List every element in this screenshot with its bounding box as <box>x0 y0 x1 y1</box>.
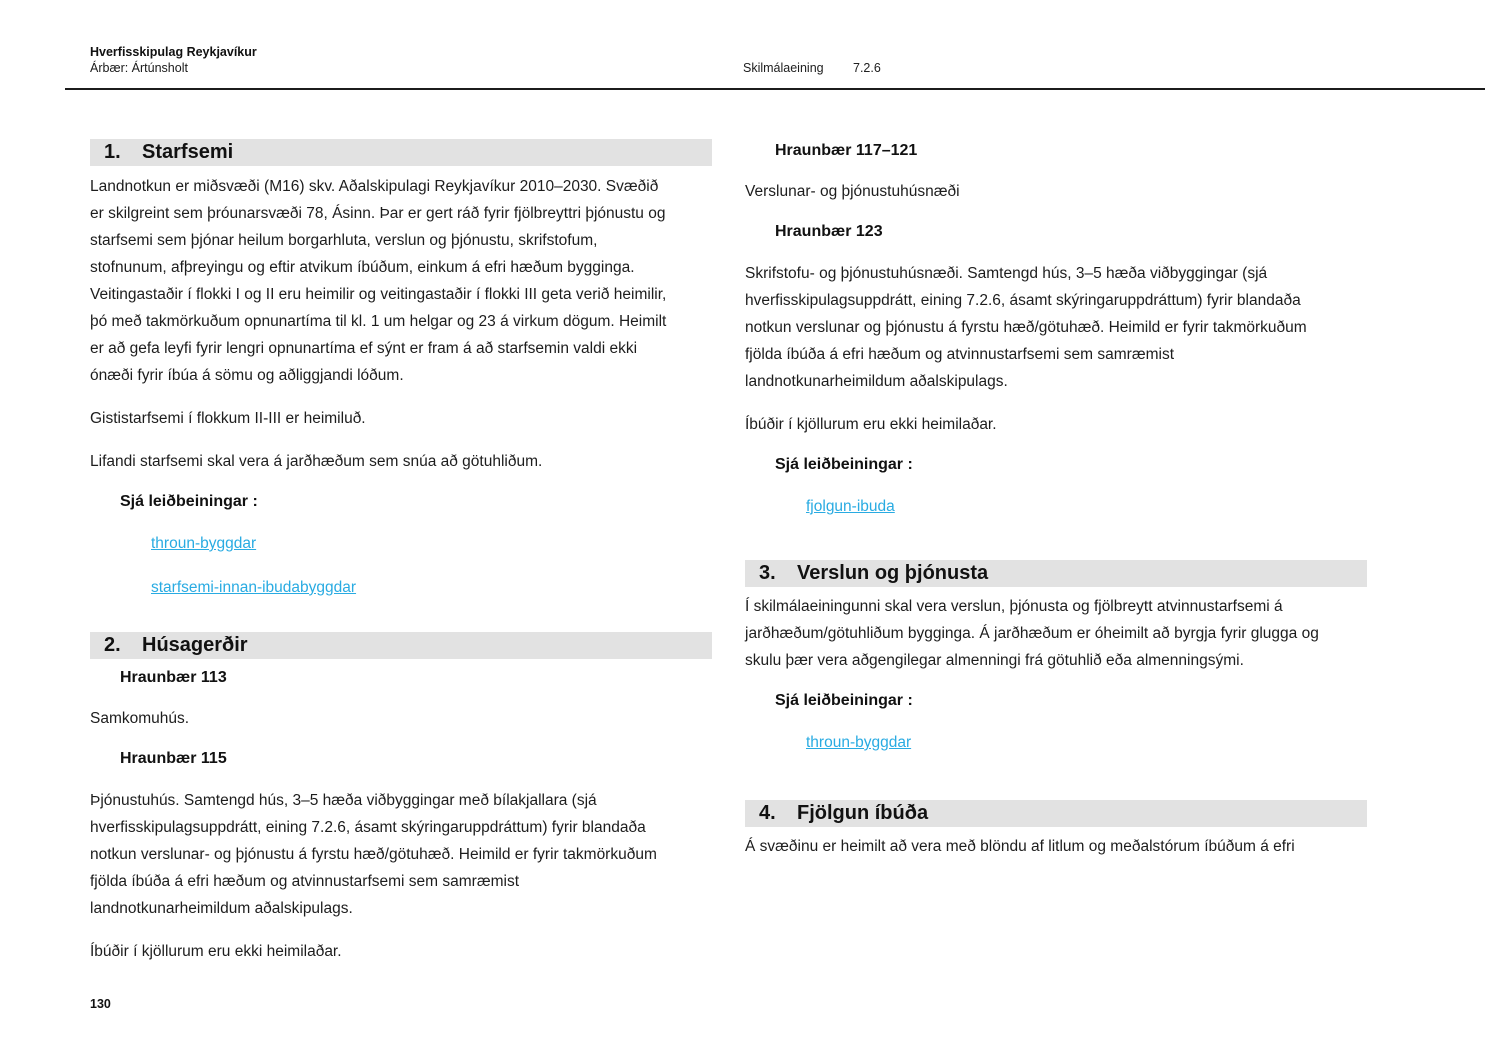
paragraph-gististarfsemi: Gististarfsemi í flokkum II-III er heimiluð. <box>90 410 366 427</box>
section-heading-husagerdir <box>90 632 712 659</box>
paragraph-verslunar-husnaedi: Verslunar- og þjónustuhúsnæði <box>745 183 960 200</box>
subheading-hraunbaer-115: Hraunbær 115 <box>120 750 227 767</box>
paragraph-ibudir-note: Íbúðir í kjöllurum eru ekki heimilaðar. <box>90 943 342 960</box>
header-divider <box>65 88 1485 90</box>
section-title: Starfsemi <box>142 141 234 163</box>
section-title: Fjölgun íbúða <box>797 802 929 824</box>
link-row <box>151 530 712 557</box>
paragraph-samkomuhus: Samkomuhús. <box>90 710 190 727</box>
right-column <box>745 139 1367 860</box>
guidelines-label: Sjá leiðbeiningar : <box>775 692 913 709</box>
paragraph-ibudir-note: Íbúðir í kjöllurum eru ekki heimilaðar. <box>745 416 997 433</box>
section-heading-starfsemi <box>90 139 712 166</box>
paragraph-landnotkun: Landnotkun er miðsvæði (M16) skv. Aðalskipulagi Reykjavíkur 2010–2030. Svæðið er skilgreint sem þróunarsvæði 78, Ásinn. Þar er gert ráð fyrir fjölbreyttri þjónustu og starfsemi sem þjónar heilum borgarhluta, verslun og þjónustu, skrifstofum, stofnunum, afþreyingu og eftir atvikum íbúðum, einkum á efri hæðum bygginga. Veitingastaðir í flokki I og II eru heimilir og veitingastaðir í flokki III geta verið heimilir, þó með takmörkuðum opnunartíma til kl. 1 um helgar og 23 á virkum dögum. Heimilt er að gefa leyfi fyrir lengri opnunartíma ef sýnt er fram á að starfsemin valdi ekki ónæði fyrir íbúa á sömu og aðliggjandi lóðum. <box>90 178 667 384</box>
section-number: 1. <box>104 141 121 163</box>
link-fjolgun-ibuda[interactable]: fjolgun-ibuda <box>806 498 895 515</box>
paragraph-skrifstofu-husnaedi: Skrifstofu- og þjónustuhúsnæði. Samtengd hús, 3–5 hæða viðbyggingar (sjá hverfisskipulagsuppdrátt, eining 7.2.6, ásamt skýringaruppdráttum) fyrir blandaða notkun verslunar og þjónustu á fyrstu hæð/götuhæð. Heimild er fyrir takmörkuðum fjölda íbúða á efri hæðum og atvinnustarfsemi sem samræmist landnotkunarheimildum aðalskipulags. <box>745 265 1307 390</box>
paragraph-thjonustuhus: Þjónustuhús. Samtengd hús, 3–5 hæða viðbyggingar með bílakjallara (sjá hverfisskipulagsuppdrátt, eining 7.2.6, ásamt skýringaruppdráttum) fyrir blandaða notkun verslunar- og þjónustu á fyrstu hæð/götuhæð. Heimild er fyrir takmörkuðum fjölda íbúða á efri hæðum og atvinnustarfsemi sem samræmist landnotkunarheimildum aðalskipulags. <box>90 792 657 917</box>
subheading-hraunbaer-113: Hraunbær 113 <box>120 669 227 686</box>
link-throun-byggdar[interactable]: throun-byggdar <box>806 734 912 751</box>
header-meta-label: Skilmálaeining <box>743 61 824 75</box>
link-row <box>151 574 712 601</box>
link-row <box>806 729 1367 756</box>
link-throun-byggdar[interactable]: throun-byggdar <box>151 535 257 552</box>
document-subtitle: Árbær: Ártúnsholt <box>90 61 188 75</box>
document-title: Hverfisskipulag Reykjavíkur <box>90 45 257 59</box>
section-number: 4. <box>759 802 776 824</box>
header-meta-value: 7.2.6 <box>853 61 881 75</box>
link-row <box>806 493 1367 520</box>
page-number: 130 <box>90 997 111 1011</box>
link-starfsemi-innan-ibudabyggdar[interactable]: starfsemi-innan-ibudabyggdar <box>151 579 357 596</box>
section-title: Verslun og þjónusta <box>797 562 989 584</box>
document-header <box>90 44 257 76</box>
section-heading-fjolgun-ibuda <box>745 800 1367 827</box>
guidelines-label: Sjá leiðbeiningar : <box>120 493 258 510</box>
section-title: Húsagerðir <box>142 634 248 656</box>
paragraph-skilmalaeining: Í skilmálaeiningunni skal vera verslun, þjónusta og fjölbreytt atvinnustarfsemi á jarðhæðum/götuhliðum bygginga. Á jarðhæðum er óheimilt að byrgja fyrir glugga og skulu þær vera aðgengilegar almenningi frá götuhlið eða almenningsými. <box>745 598 1319 669</box>
guidelines-label: Sjá leiðbeiningar : <box>775 456 913 473</box>
left-column <box>90 139 712 965</box>
section-number: 2. <box>104 634 121 656</box>
subheading-hraunbaer-117-121: Hraunbær 117–121 <box>775 142 918 159</box>
section-heading-verslun <box>745 560 1367 587</box>
section-number: 3. <box>759 562 776 584</box>
subheading-hraunbaer-123: Hraunbær 123 <box>775 223 883 240</box>
paragraph-lifandi-starfsemi: Lifandi starfsemi skal vera á jarðhæðum sem snúa að götuhliðum. <box>90 453 543 470</box>
paragraph-svaedinu: Á svæðinu er heimilt að vera með blöndu af litlum og meðalstórum íbúðum á efri <box>745 838 1295 855</box>
